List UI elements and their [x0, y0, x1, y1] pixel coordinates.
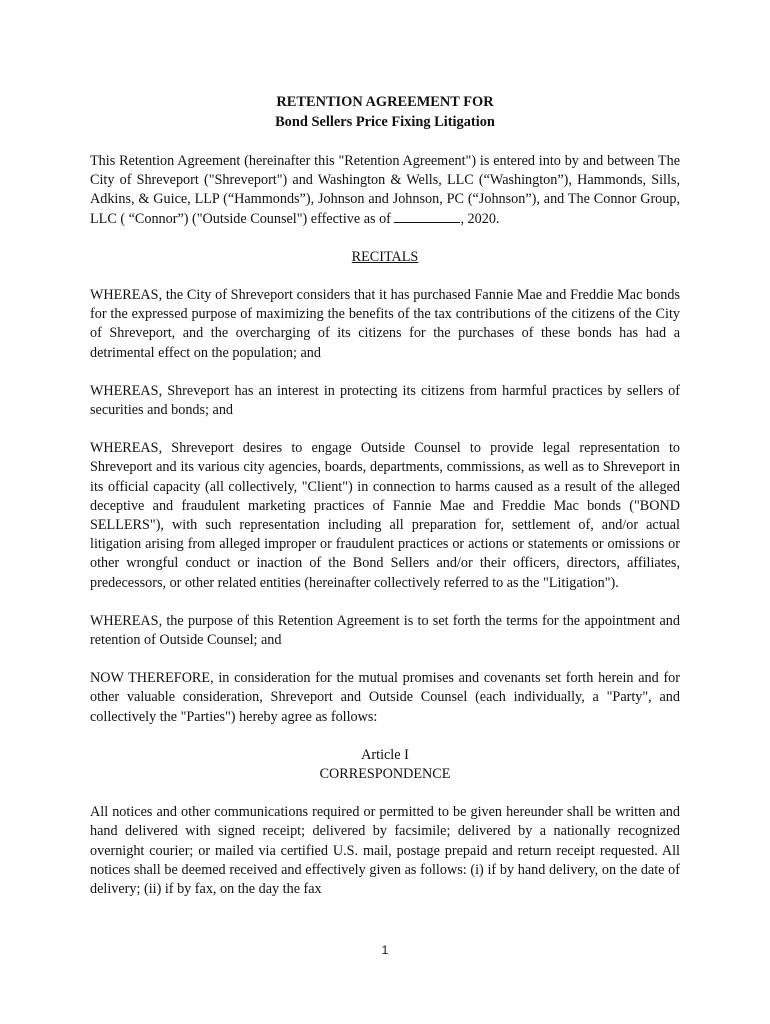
article-title: CORRESPONDENCE	[319, 766, 451, 783]
whereas-paragraph-3: WHEREAS, Shreveport desires to engage Outside Counsel to provide legal representation to Shreveport and its various city agencies, boards, departments, commissions, as well as to Shreveport in its official capacity (all collectively, "Client") in connection to harms caused as a result of the alleged deceptive and fraudulent marketing practices of Fannie Mae and Freddie Mac bonds ("BOND SELLERS"), with such representation including all preparation for, settlement of, and/or actual litigation arising from alleged improper or fraudulent practices or actions or statements or omissions or other wrongful conduct or inaction of the Bond Sellers and/or their officers, directors, affiliates, predecessors, or other related entities (hereinafter collectively referred to as the "Litigation").	[90, 440, 680, 591]
page-number: 1	[381, 943, 389, 957]
title-line-1: RETENTION AGREEMENT FOR	[276, 94, 494, 110]
effective-date-blank[interactable]	[394, 210, 460, 223]
whereas-paragraph-1: WHEREAS, the City of Shreveport considers that it has purchased Fannie Mae and Freddie Mac bonds for the expressed purpose of maximizing the benefits of the tax contributions of the citizens of the City of Shreveport, and the overcharging of its citizens for the purchases of these bonds has had a detrimental effect on the population; and	[90, 287, 680, 361]
intro-text-end: , 2020.	[460, 210, 500, 227]
article-heading	[90, 746, 680, 784]
intro-paragraph	[90, 152, 680, 229]
recitals-heading: RECITALS	[351, 248, 419, 265]
correspondence-paragraph: All notices and other communications required or permitted to be given hereunder shall be written and hand delivered with signed receipt; delivered by facsimile; delivered by a nationally recognized overnight courier; or mailed via certified U.S. mail, postage prepaid and return receipt requested. All notices shall be deemed received and effectively given as follows: (i) if by hand delivery, on the date of delivery; (ii) if by fax, on the day the fax	[90, 804, 680, 898]
title-line-2: Bond Sellers Price Fixing Litigation	[275, 114, 495, 130]
whereas-paragraph-2: WHEREAS, Shreveport has an interest in protecting its citizens from harmful practices by sellers of securities and bonds; and	[90, 382, 680, 419]
article-number: Article I	[361, 746, 409, 763]
now-therefore-paragraph: NOW THEREFORE, in consideration for the mutual promises and covenants set forth herein and for other valuable consideration, Shreveport and Outside Counsel (each individually, a "Party", and collectively the "Parties") hereby agree as follows:	[90, 670, 680, 725]
document-title	[90, 92, 680, 132]
whereas-paragraph-4: WHEREAS, the purpose of this Retention Agreement is to set forth the terms for the appointment and retention of Outside Counsel; and	[90, 612, 680, 649]
document-body	[90, 92, 680, 918]
intro-text: This Retention Agreement (hereinafter this "Retention Agreement") is entered into by and between The City of Shreveport ("Shreveport") and Washington & Wells, LLC (“Washington”), Hammonds, Sills, Adkins, & Guice, LLP (“Hammonds”), Johnson and Johnson, PC (“Johnson”), and The Connor Group, LLC ( “Connor”) ("Outside Counsel") effective as of	[90, 153, 680, 227]
